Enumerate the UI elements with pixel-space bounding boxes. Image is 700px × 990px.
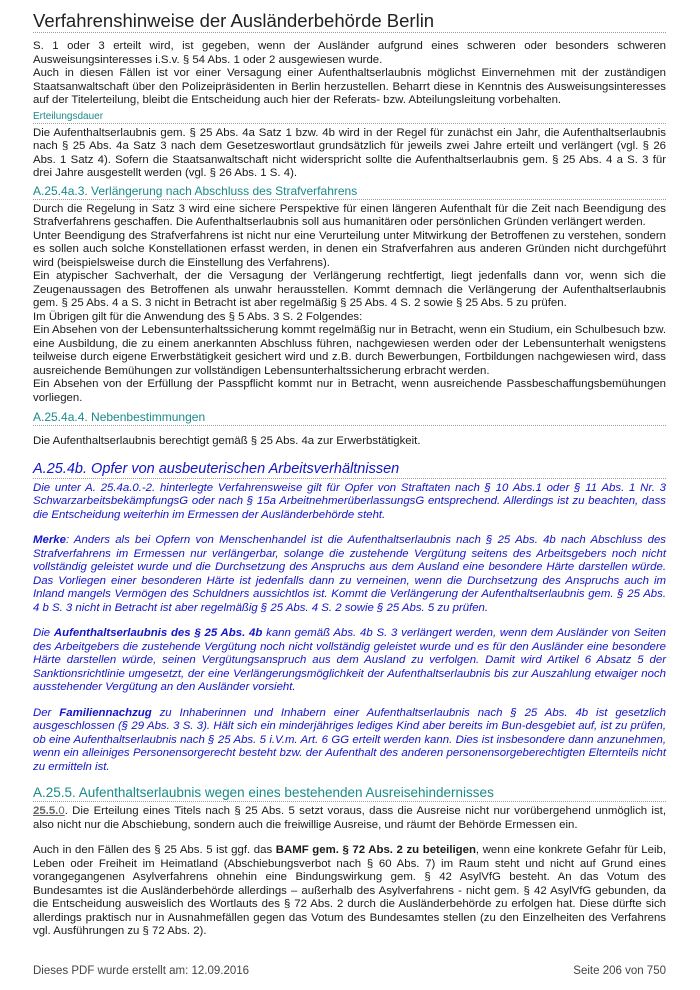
section-5-paragraph-2: Auch in den Fällen des § 25 Abs. 5 ist ggf. das BAMF gem. § 72 Abs. 2 zu beteiligen, wenn eine konkrete Gefahr für Leib, Leben oder Freiheit im Heimatland (Abschiebungsverbot nach § 60 Abs. 7) im Raum steht und nicht auf Grund eines vorangegangenen Asylverfahrens ohnehin eine Bindungswirkung gem. § 42 AsylVfG besteht. An das Votum des Bundesamtes ist die Ausländerbehörde allerdings – außerhalb des Asylverfahrens - nicht gem. § 42 AsylVfG gebunden, da die Entscheidung ausweislich des Wortlauts des § 72 Abs. 2 durch die Ausländerbehörde zu erfolgen hat. Diese dürfte sich allerdings praktisch nur in Ausnahmefällen gegen das Votum des Bundesamtes stellen (zu den Einzelheiten des Verfahrens vgl. Ausführungen zu § 72 Abs. 2). [33,844,666,937]
section-4b [33,460,666,775]
heading-section-4a3: A.25.4a.3. Verlängerung nach Abschluss des Strafverfahrens [33,184,666,200]
section-4b-paragraph-4: Der Familiennachzug zu Inhaberinnen und Inhabern einer Aufenthaltserlaubnis nach § 25 Abs. 4b ist gesetzlich ausgeschlossen (§ 29 Abs. 3 S. 3). Hält sich ein minderjähriges lediges Kind aber bereits im Bun-desgebiet auf, ist zu prüfen, ob eine Aufenthaltserlaubnis nach § 25 Abs. 5 i.V.m. Art. 6 GG erteilt werden kann. Dies ist insbesondere dann anzunehmen, wenn ein alleiniges Personensorgerecht besteht bzw. der Aufenthalt des anderen personensorgeberechtigten Elternteils nicht zu ermitteln ist. [33,706,666,773]
section-4a3-paragraph-4: Im Übrigen gilt für die Anwendung des § 5 Abs. 3 S. 2 Folgendes: [33,310,363,323]
heading-section-4a4: A.25.4a.4. Nebenbestimmungen [33,410,666,426]
document-page [33,10,666,939]
section-4b-paragraph-2: Merke: Anders als bei Opfern von Menschenhandel ist die Aufenthaltserlaubnis nach § 25 Abs. 4b nach Abschluss des Strafverfahrens im Ermessen nur verlängerbar, solange die zustehende Vergütung seitens des Arbeitsgebers noch nicht vollständig geleistet wurde und die Durchsetzung des Anspruchs aus dem Ausland eine besondere Härte darstellen würde. Das Vorliegen einer besonderen Härte ist jedenfalls dann zu verneinen, wenn die Durchsetzung des Anspruchs auch im Inland mangels Vermögen des Schuldners aussichtlos ist. Kommt die Verlängerung der Aufenthaltserlaubnis gem. § 25 Abs. 4 b S. 3 nicht in Betracht ist aber regelmäßig § 25 Abs. 4 S. 2 sowie § 25 Abs. 5 zu prüfen. [33,534,666,614]
section-5-paragraph-1: 25.5.0. Die Erteilung eines Titels nach § 25 Abs. 5 setzt voraus, dass die Ausreise nicht nur vorübergehend unmöglich ist, also nicht nur die Abschiebung, sondern auch die freiwillige Ausreise, und räumt der Behörde Ermessen ein. [33,805,666,831]
section-4a3-paragraph-6: Ein Absehen von der Erfüllung der Passpflicht kommt nur in Betracht, wenn ausreichende Passbeschaffungsbemühungen vorliegen. [33,378,666,404]
intro-paragraph-2: Auch in diesen Fällen ist vor einer Versagung einer Aufenthaltserlaubnis möglichst Einvernehmen mit der zuständigen Staatsanwaltschaft über den Polizeipräsidenten in Berlin herzustellen. Beharrt diese in Kenntnis des Ausweisungsinteresses auf der Titelerteilung, bleibt die Entscheidung auch hier der Referats- bzw. Abteilungsleitung vorbehalten. [33,67,666,106]
page-title: Verfahrenshinweise der Ausländerbehörde Berlin [33,10,666,33]
merke-label: Merke [33,534,66,546]
footer-page-number: Seite 206 von 750 [573,965,666,977]
section-4a3-paragraph-1: Durch die Regelung in Satz 3 wird eine sichere Perspektive für einen längeren Aufenthalt für die Zeit nach Beendigung des Strafverfahrens geschaffen. Die Aufenthaltserlaubnis soll aus humanitären oder persönlichen Gründen verlängert werden. [33,202,666,228]
section-4b-paragraph-1: Die unter A. 25.4a.0.-2. hinterlegte Verfahrensweise gilt für Opfer von Straftaten nach § 10 Abs.1 oder § 11 Abs. 1 Nr. 3 SchwarzarbeitsbekämpfungsG oder nach § 15a ArbeitnehmerüberlassungsG entsprechend. Allerdings ist zu beachten, dass die Entscheidung weiterhin im Ermessen der Ausländerbehörde steht. [33,481,666,521]
page-footer [33,965,666,977]
intro-paragraph-1: S. 1 oder 3 erteilt wird, ist gegeben, wenn der Ausländer aufgrund eines schweren oder besonders schweren Ausweisungsinteresses i.S.v. § 54 Abs. 1 oder 2 ausgewiesen wurde. [33,40,666,66]
section-4a4-paragraph: Die Aufenthaltserlaubnis berechtigt gemäß § 25 Abs. 4a zur Erwerbstätigkeit. [33,435,421,447]
heading-section-4b: A.25.4b. Opfer von ausbeuterischen Arbeitsverhältnissen [33,460,666,479]
heading-section-5: A.25.5. Aufenthaltserlaubnis wegen eines bestehenden Ausreisehindernisses [33,784,666,802]
section-4a3-paragraph-5: Ein Absehen von der Lebensunterhaltssicherung kommt regelmäßig nur in Betracht, wenn ein Studium, ein Schulbesuch bzw. eine Ausbildung, die zu einem anerkannten Abschluss führen, nachgewiesen werden oder der Lebensunterhalt wenigstens teilweise durch eigene Erwerbstätigkeit gesichert wird und z.B. durch Bewerbungen, Fortbildungen nachgewiesen wird, dass ausreichende Bemühungen zur vollständigen Lebensunterhaltssicherung erbracht werden. [33,324,666,377]
section-4b-paragraph-3: Die Aufenthaltserlaubnis des § 25 Abs. 4b kann gemäß Abs. 4b S. 3 verlängert werden, wenn dem Ausländer von Seiten des Arbeitgebers die zustehende Vergütung noch nicht vollständig geleistet wurde und es für den Ausländer eine besondere Härte darstellen würde, seinen Vergütungsanspruch aus dem Ausland zu verfolgen. Damit wird Artikel 6 Absatz 5 der Sanktionsrichtlinie umgesetzt, der eine Verlängerungsmöglichkeit der Aufenthaltserlaubnis bis zur Auszahlung etwaiger noch ausstehender Vergütung an den Ausländer vorsieht. [33,627,666,693]
paragraph-number: 25.5.0 [33,805,65,817]
section-4a3-paragraph-3: Ein atypischer Sachverhalt, der die Versagung der Verlängerung rechtfertigt, liegt jedenfalls dann vor, wenn sich die Zeugenaussagen des Betroffenen als unwahr herausstellen. Kommt demnach die Verlängerung der Aufenthaltserlaubnis gem. § 25 Abs. 4 a S. 3 nicht in Betracht ist aber regelmäßig § 25 Abs. 4 S. 2 sowie § 25 Abs. 5 zu prüfen. [33,270,666,309]
erteilungsdauer-paragraph: Die Aufenthaltserlaubnis gem. § 25 Abs. 4a Satz 1 bzw. 4b wird in der Regel für zunächst ein Jahr, die Aufenthaltserlaubnis nach § 25 Abs. 4a Satz 3 nach dem Gesetzeswortlaut grundsätzlich für jeweils zwei Jahre erteilt und verlängert (vgl. § 26 Abs. 1 Satz 4). Sofern die Staatsanwaltschaft nicht widerspricht sollte die Aufenthaltserlaubnis gem. § 25 Abs. 4 a S. 3 für drei Jahre ausgestellt werden (vgl. § 26 Abs. 1 S. 4). [33,126,666,179]
heading-erteilungsdauer: Erteilungsdauer [33,110,666,124]
footer-created-date: Dieses PDF wurde erstellt am: 12.09.2016 [33,965,250,977]
section-4a3-paragraph-2: Unter Beendigung des Strafverfahrens ist nicht nur eine Verurteilung unter Mitwirkung der Betroffenen zu verstehen, sondern es sollen auch solche Konstellationen erfasst werden, in denen ein Strafverfahren aus anderen Gründen nicht durchgeführt wird (beispielsweise durch die Einstellung des Verfahrens). [33,229,666,269]
